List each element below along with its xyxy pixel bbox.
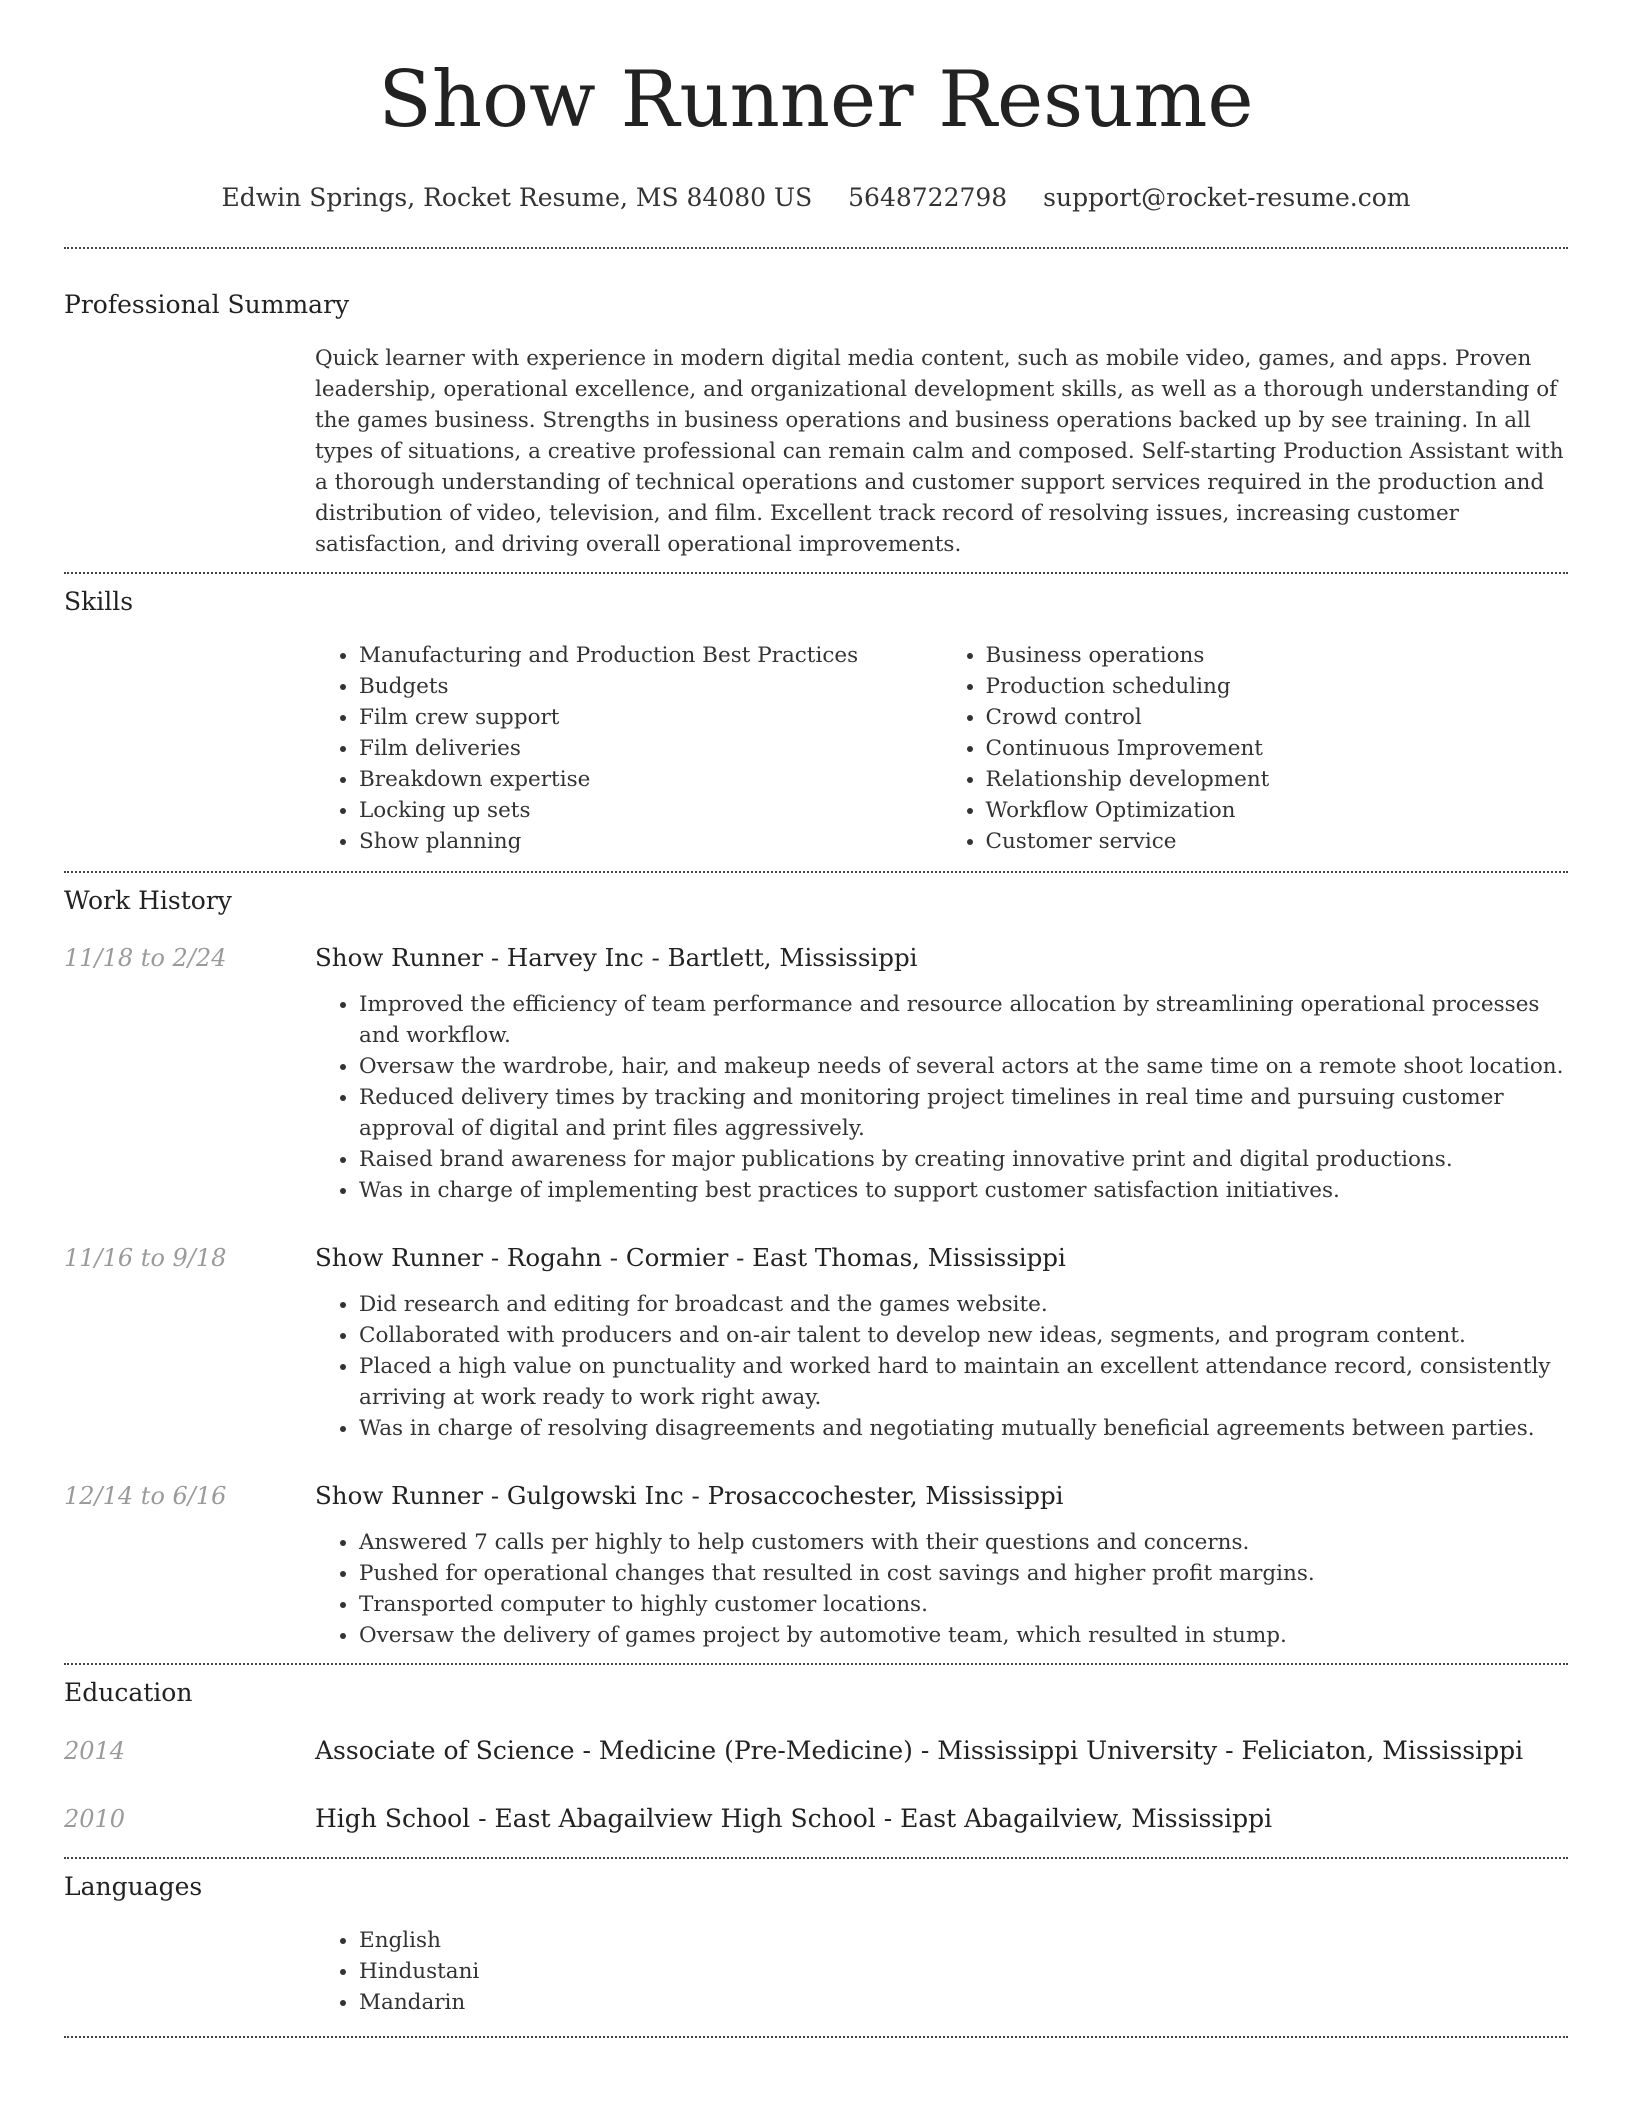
skill-item: • Budgets <box>359 671 942 702</box>
contact-email: support@rocket-resume.com <box>1043 183 1411 212</box>
section-divider <box>64 2036 1568 2038</box>
language-item: • Hindustani <box>359 1956 1568 1987</box>
job-bullet: • Did research and editing for broadcast and the games website. <box>359 1289 1568 1320</box>
skill-item: • Business operations <box>986 640 1569 671</box>
job-title: Show Runner - Harvey Inc - Bartlett, Mississippi <box>315 943 918 972</box>
job-bullet: • Was in charge of implementing best practices to support customer satisfaction initiatives. <box>359 1175 1568 1206</box>
job-entry <box>64 1242 1568 1274</box>
summary-content <box>315 343 1568 560</box>
languages-section <box>64 1871 1568 2018</box>
skills-list-right <box>942 640 1569 857</box>
contact-phone: 5648722798 <box>848 183 1008 212</box>
work-section <box>64 885 1568 1651</box>
language-item: • Mandarin <box>359 1987 1568 2018</box>
skills-heading: Skills <box>64 587 134 616</box>
skill-item: • Locking up sets <box>359 795 942 826</box>
education-year: 2010 <box>64 1805 126 1833</box>
education-year: 2014 <box>64 1737 126 1765</box>
skills-section <box>64 586 1568 857</box>
skill-item: • Customer service <box>986 826 1569 857</box>
education-entry <box>64 1803 1568 1835</box>
job-bullet: • Placed a high value on punctuality and worked hard to maintain an excellent attendance record, consistently arriving at work ready to work right away. <box>359 1351 1568 1413</box>
section-divider <box>64 871 1568 873</box>
education-heading: Education <box>64 1678 193 1707</box>
skill-item: • Show planning <box>359 826 942 857</box>
job-title: Show Runner - Rogahn - Cormier - East Thomas, Mississippi <box>315 1243 1066 1272</box>
section-divider <box>64 247 1568 249</box>
section-divider <box>64 1663 1568 1665</box>
job-bullet: • Was in charge of resolving disagreements and negotiating mutually beneficial agreements between parties. <box>359 1413 1568 1444</box>
job-bullet: • Transported computer to highly customer locations. <box>359 1589 1568 1620</box>
job-bullet: • Answered 7 calls per highly to help customers with their questions and concerns. <box>359 1527 1568 1558</box>
contact-address: Edwin Springs, Rocket Resume, MS 84080 US <box>221 183 813 212</box>
skill-item: • Crowd control <box>986 702 1569 733</box>
skill-item: • Manufacturing and Production Best Practices <box>359 640 942 671</box>
job-dates: 11/16 to 9/18 <box>64 1244 227 1272</box>
job-bullet: • Pushed for operational changes that resulted in cost savings and higher profit margins. <box>359 1558 1568 1589</box>
resume-header <box>64 0 1568 214</box>
job-bullet: • Reduced delivery times by tracking and monitoring project timelines in real time and pursuing customer approval of digital and print files aggressively. <box>359 1082 1568 1144</box>
summary-heading: Professional Summary <box>64 290 350 319</box>
job-dates: 11/18 to 2/24 <box>64 944 227 972</box>
work-heading: Work History <box>64 886 232 915</box>
section-divider <box>64 572 1568 574</box>
skill-item: • Workflow Optimization <box>986 795 1569 826</box>
education-section <box>64 1677 1568 1835</box>
education-title: Associate of Science - Medicine (Pre-Medicine) - Mississippi University - Feliciaton, Mississippi <box>315 1736 1524 1765</box>
job-dates: 12/14 to 6/16 <box>64 1482 227 1510</box>
skill-item: • Production scheduling <box>986 671 1569 702</box>
job-bullet: • Oversaw the delivery of games project by automotive team, which resulted in stump. <box>359 1620 1568 1651</box>
summary-text: Quick learner with experience in modern digital media content, such as mobile video, games, and apps. Proven leadership, operational excellence, and organizational development skills, as well as a thorough understanding of the games business. Strengths in business operations and business operations backed up by see training. In all types of situations, a creative professional can remain calm and composed. Self-starting Production Assistant with a thorough understanding of technical operations and customer support services required in the production and distribution of video, television, and film. Excellent track record of resolving issues, increasing customer satisfaction, and driving overall operational improvements. <box>315 346 1564 557</box>
job-bullets <box>315 989 1568 1206</box>
languages-list <box>315 1925 1568 2018</box>
summary-section <box>64 289 1568 560</box>
skill-item: • Breakdown expertise <box>359 764 942 795</box>
job-bullet: • Oversaw the wardrobe, hair, and makeup needs of several actors at the same time on a remote shoot location. <box>359 1051 1568 1082</box>
languages-heading: Languages <box>64 1872 203 1901</box>
section-divider <box>64 1857 1568 1859</box>
job-bullets <box>315 1289 1568 1444</box>
job-entry <box>64 1480 1568 1512</box>
skills-columns <box>315 640 1568 857</box>
skills-list-left <box>315 640 942 857</box>
job-entry <box>64 942 1568 974</box>
job-bullets <box>315 1527 1568 1651</box>
job-bullet: • Collaborated with producers and on-air talent to develop new ideas, segments, and program content. <box>359 1320 1568 1351</box>
skill-item: • Relationship development <box>986 764 1569 795</box>
language-item: • English <box>359 1925 1568 1956</box>
education-entry <box>64 1735 1568 1767</box>
education-title: High School - East Abagailview High School - East Abagailview, Mississippi <box>315 1804 1273 1833</box>
job-bullet: • Raised brand awareness for major publications by creating innovative print and digital productions. <box>359 1144 1568 1175</box>
skill-item: • Film deliveries <box>359 733 942 764</box>
contact-line <box>64 182 1568 214</box>
job-bullet: • Improved the efficiency of team performance and resource allocation by streamlining operational processes and workflow. <box>359 989 1568 1051</box>
skill-item: • Continuous Improvement <box>986 733 1569 764</box>
job-title: Show Runner - Gulgowski Inc - Prosaccochester, Mississippi <box>315 1481 1064 1510</box>
skill-item: • Film crew support <box>359 702 942 733</box>
resume-title: Show Runner Resume <box>378 55 1254 145</box>
